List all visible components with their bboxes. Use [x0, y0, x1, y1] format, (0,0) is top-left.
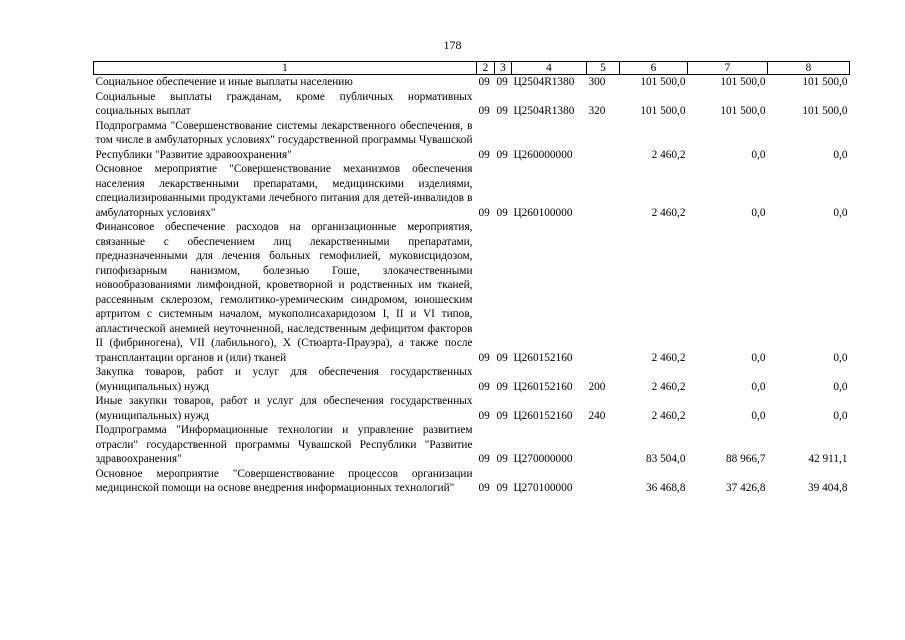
column-header: 5 [587, 62, 620, 75]
expense-type-code: 200 [588, 380, 606, 393]
amount-col7: 37 426,8 [725, 482, 766, 494]
row-name: Иные закупки товаров, работ и услуг для обеспечения государственных (муниципальных) нужд [95, 395, 473, 422]
section-code: 09 [478, 351, 490, 364]
amount-col8: 0,0 [833, 206, 848, 219]
expense-type-code [587, 467, 620, 496]
subsection-code: 09 [496, 206, 508, 219]
column-header: 4 [512, 62, 587, 75]
amount-col8: 0,0 [833, 380, 848, 393]
row-name: Социальные выплаты гражданам, кроме публичных нормативных социальных выплат [95, 90, 473, 117]
amount-col7: 0,0 [751, 380, 766, 393]
amount-col6: 2 460,2 [651, 206, 686, 219]
section-code: 09 [478, 482, 490, 494]
subsection-code: 09 [496, 148, 508, 161]
table-row [94, 90, 850, 119]
expense-type-code: 320 [588, 105, 606, 117]
amount-col6: 101 500,0 [640, 105, 686, 117]
column-header: 1 [94, 62, 477, 75]
section-code: 09 [478, 105, 490, 117]
section-code: 09 [478, 409, 490, 422]
amount-col7: 0,0 [751, 206, 766, 219]
row-name: Подпрограмма "Информационные технологии и управление развитием отрасли" государственной программы Чувашской Республики "Развитие здравоохранения" [95, 424, 473, 465]
section-code: 09 [478, 76, 490, 88]
amount-col7: 101 500,0 [720, 76, 766, 88]
table-row [94, 119, 850, 163]
target-article-code: Ц260152160 [513, 380, 573, 393]
amount-col8: 42 911,1 [808, 453, 848, 465]
target-article-code: Ц270100000 [513, 482, 573, 494]
section-code: 09 [478, 148, 490, 161]
amount-col8: 39 404,8 [807, 482, 848, 494]
amount-col6: 2 460,2 [651, 409, 686, 422]
amount-col8: 0,0 [833, 351, 848, 364]
amount-col8: 101 500,0 [802, 105, 848, 117]
header-row [94, 62, 850, 75]
subsection-code: 09 [496, 351, 508, 364]
amount-col6: 101 500,0 [640, 76, 686, 88]
table-row [94, 75, 850, 90]
subsection-code: 09 [496, 380, 508, 393]
column-header: 2 [477, 62, 495, 75]
expense-type-code: 300 [588, 76, 606, 88]
row-name: Финансовое обеспечение расходов на организационные мероприятия, связанные с обеспечением лиц лекарственными препаратами, предназначенными для лечения больных гемофилией, муковисцидозом, гипофизарным нанизмом, болезнью Гоше, злокачественными новообразованиями лимфоидной, кроветворной и родственных им тканей, рассеянным склерозом, гемолитико-уремическим синдромом, юношеским артритом с системным началом, мукополисахаридозом I, II и VI типов, апластической анемией неуточненной, наследственным дефицитом факторов II (фибриногена), VII (лабильного), X (Стюарта-Прауэра), а также после трансплантации органов и (или) тканей [95, 221, 473, 364]
target-article-code: Ц2504R1380 [513, 105, 575, 117]
amount-col8: 0,0 [833, 148, 848, 161]
table-row [94, 467, 850, 496]
subsection-code: 09 [496, 409, 508, 422]
amount-col7: 0,0 [751, 409, 766, 422]
amount-col7: 0,0 [751, 351, 766, 364]
row-name: Основное мероприятие "Совершенствование процессов организации медицинской помощи на основе внедрения информационных технологий" [95, 467, 473, 494]
page-number: 178 [443, 38, 462, 52]
amount-col8: 101 500,0 [802, 76, 848, 88]
amount-col8: 0,0 [833, 409, 848, 422]
amount-col7: 88 966,7 [725, 453, 766, 465]
section-code: 09 [478, 206, 490, 219]
table-row [94, 220, 850, 365]
table-row [94, 162, 850, 220]
target-article-code: Ц270000000 [513, 453, 573, 465]
subsection-code: 09 [496, 482, 508, 494]
table-row [94, 394, 850, 423]
section-code: 09 [478, 453, 490, 465]
table-row [94, 423, 850, 467]
column-header: 6 [620, 62, 688, 75]
expense-type-code [587, 119, 620, 163]
target-article-code: Ц260000000 [513, 148, 573, 161]
target-article-code: Ц260152160 [513, 409, 573, 422]
amount-col7: 101 500,0 [720, 105, 766, 117]
amount-col6: 2 460,2 [651, 380, 686, 393]
expense-type-code [587, 162, 620, 220]
table-row [94, 365, 850, 394]
budget-table [93, 61, 850, 496]
amount-col6: 2 460,2 [651, 351, 686, 364]
amount-col6: 36 468,8 [645, 482, 686, 494]
amount-col6: 83 504,0 [645, 453, 686, 465]
amount-col6: 2 460,2 [651, 148, 686, 161]
expense-type-code: 240 [588, 409, 606, 422]
target-article-code: Ц260100000 [513, 206, 573, 219]
expense-type-code [587, 423, 620, 467]
section-code: 09 [478, 380, 490, 393]
row-name: Закупка товаров, работ и услуг для обеспечения государственных (муниципальных) нужд [95, 366, 473, 393]
subsection-code: 09 [496, 76, 508, 88]
target-article-code: Ц260152160 [513, 351, 573, 364]
column-header: 8 [768, 62, 850, 75]
row-name: Основное мероприятие "Совершенствование механизмов обеспечения населения лекарственными препаратами, медицинскими изделиями, специализированными продуктами лечебного питания для детей-инвалидов в амбулаторных условиях" [95, 163, 473, 219]
row-name: Подпрограмма "Совершенствование системы лекарственного обеспечения, в том числе в амбулаторных условиях" государственной программы Чувашской Республики "Развитие здравоохранения" [95, 119, 473, 161]
subsection-code: 09 [496, 105, 508, 117]
expense-type-code [587, 220, 620, 365]
column-header: 3 [495, 62, 512, 75]
row-name: Социальное обеспечение и иные выплаты населению [95, 76, 353, 88]
amount-col7: 0,0 [751, 148, 766, 161]
subsection-code: 09 [496, 453, 508, 465]
column-header: 7 [688, 62, 768, 75]
target-article-code: Ц2504R1380 [513, 76, 575, 88]
